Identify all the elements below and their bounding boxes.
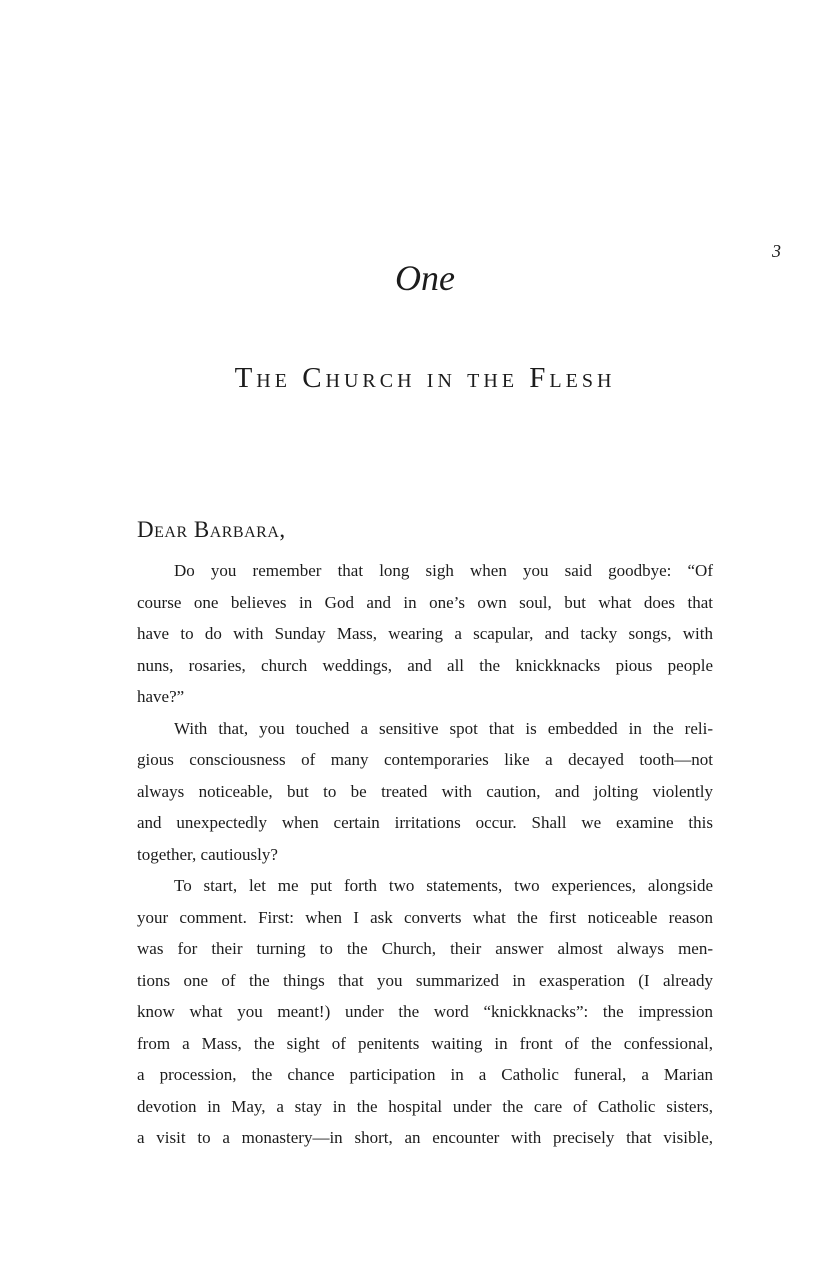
body-line: your comment. First: when I ask converts what the first noticeable reason (137, 907, 713, 927)
body-line: gious consciousness of many contemporaries like a decayed tooth—not (137, 750, 713, 769)
body-line: Do you remember that long sigh when you said goodbye: “Of (174, 561, 713, 580)
body-line: With that, you touched a sensitive spot that is embedded in the reli- (174, 718, 713, 738)
body-line: To start, let me put forth two statements, two experiences, alongside (174, 876, 713, 895)
body-line: nuns, rosaries, church weddings, and all the knickknacks pious people (137, 655, 713, 675)
body-line: tions one of the things that you summarized in exasperation (I already (137, 970, 713, 990)
body-line: a procession, the chance participation in a Catholic funeral, a Marian (137, 1065, 713, 1084)
body-line: have to do with Sunday Mass, wearing a scapular, and tacky songs, with (137, 624, 713, 643)
paragraph-2 (137, 713, 713, 871)
body-line: devotion in May, a stay in the hospital under the care of Catholic sisters, (137, 1096, 713, 1116)
chapter-number: One (395, 258, 455, 298)
body-line: always noticeable, but to be treated with caution, and jolting violently (137, 781, 713, 801)
text-column (137, 514, 713, 1154)
body-line: from a Mass, the sight of penitents waiting in front of the confessional, (137, 1033, 713, 1053)
body-line: together, cautiously? (137, 844, 278, 864)
body-line: have?” (137, 687, 185, 706)
body-line: and unexpectedly when certain irritations occur. Shall we examine this (137, 813, 713, 832)
page-number: 3 (772, 241, 781, 261)
body-line: was for their turning to the Church, their answer almost always men- (137, 939, 713, 958)
paragraph-1 (137, 555, 713, 713)
body-line: a visit to a monastery—in short, an encounter with precisely that visible, (137, 1128, 713, 1147)
paragraph-3 (137, 870, 713, 1154)
salutation: Dear Barbara, (137, 517, 286, 542)
body-line: know what you meant!) under the word “knickknacks”: the impression (137, 1002, 713, 1021)
chapter-title: The Church in the Flesh (234, 362, 616, 394)
body-line: course one believes in God and in one’s own soul, but what does that (137, 592, 713, 612)
